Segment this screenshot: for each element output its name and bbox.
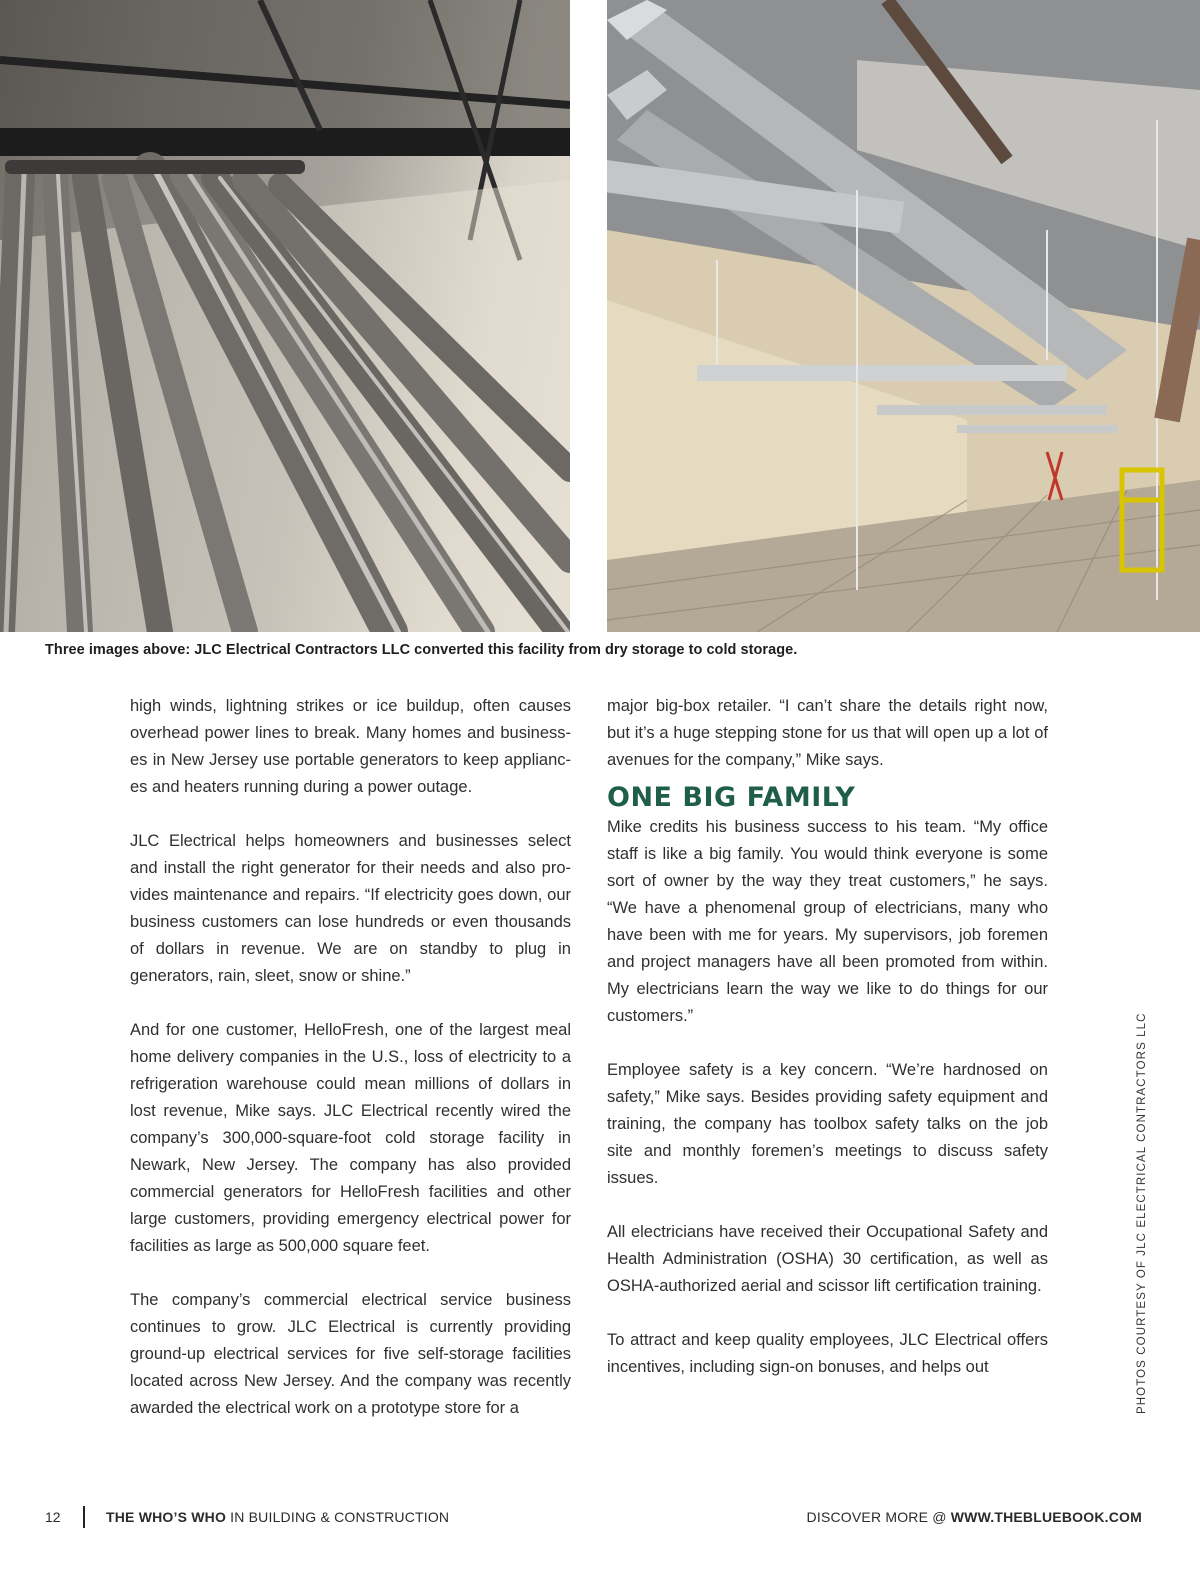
- ceiling-ducts-illustration: [607, 0, 1200, 632]
- article-paragraph: high winds, lightning strikes or ice buildup, often causes overhead power lines to break. Many homes and businesses in New Jersey use portable generators to keep appliances and heaters running during a power outage.: [130, 697, 571, 796]
- section-heading: ONE BIG FAMILY: [607, 782, 856, 813]
- conduit-pipes-illustration: [0, 0, 570, 632]
- article-paragraph: All electricians have received their Occupational Safety and Health Administration (OSHA) 30 certification, as well as OSHA-authorized aerial and scissor lift certification training.: [607, 1223, 1048, 1295]
- article-right-column: [607, 693, 1048, 1381]
- article-paragraph: The company’s commercial electrical service business continues to grow. JLC Electrical is currently providing ground-up electrical services for five self-storage facilities located across New Jersey. And the company was recently awarded the electrical work on a prototype store for a: [130, 1291, 571, 1417]
- discover-prefix: DISCOVER MORE @: [806, 1509, 951, 1525]
- discover-link[interactable]: [807, 1509, 1142, 1525]
- footer-divider: [83, 1506, 85, 1528]
- page-footer: [0, 1506, 1200, 1530]
- article-paragraph: To attract and keep quality employees, JLC Electrical offers incentives, including sign-on bonuses, and helps out: [607, 1331, 1048, 1376]
- ceiling-ducts-photo: [607, 0, 1200, 632]
- article-left-column: [130, 693, 571, 1422]
- conduit-pipes-photo: [0, 0, 570, 632]
- article-paragraph: Employee safety is a key concern. “We’re hardnosed on safety,” Mike says. Besides providing safety equipment and training, the company has toolbox safety talks on the job site and monthly foremen’s meetings to discuss safety issues.: [607, 1061, 1048, 1187]
- article-paragraph: major big-box retailer. “I can’t share the details right now, but it’s a huge stepping stone for us that will open up a lot of avenues for the company,” Mike says.: [607, 697, 1048, 769]
- article-paragraph: And for one customer, HelloFresh, one of the largest meal home delivery companies in the U.S., loss of electricity to a refrigeration warehouse could mean millions of dollars in lost revenue, Mike says. JLC Electrical recently wired the company’s 300,000-square-foot cold storage facility in Newark, New Jersey. The company has also provided commercial generators for HelloFresh facilities and other large customers, providing emergency electrical power for facilities as large as 500,000 square feet.: [130, 1021, 571, 1255]
- publication-name-rest: IN BUILDING & CONSTRUCTION: [226, 1509, 450, 1525]
- photo-credit: PHOTOS COURTESY OF JLC ELECTRICAL CONTRACTORS LLC: [1136, 1012, 1148, 1414]
- page-number: 12: [45, 1509, 61, 1525]
- publication-name-bold: THE WHO’S WHO: [106, 1509, 227, 1525]
- photo-caption: Three images above: JLC Electrical Contractors LLC converted this facility from dry storage to cold storage.: [45, 642, 798, 658]
- article-paragraph: Mike credits his business success to his team. “My office staff is like a big family. You would think everyone is some sort of owner by the way they treat customers,” he says. “We have a phenomenal group of electricians, many who have been with me for years. My supervisors, job foremen and project managers have all been promoted from within. My electricians learn the way we like to do things for our customers.”: [607, 818, 1048, 1025]
- article-paragraph: JLC Electrical helps homeowners and businesses select and install the right generator for their needs and also provides maintenance and repairs. “If electricity goes down, our business customers can lose hundreds or even thousands of dollars in revenue. We are on standby to plug in generators, rain, sleet, snow or shine.”: [130, 832, 571, 985]
- publication-name: [106, 1509, 449, 1525]
- website-url[interactable]: WWW.THEBLUEBOOK.COM: [950, 1509, 1142, 1525]
